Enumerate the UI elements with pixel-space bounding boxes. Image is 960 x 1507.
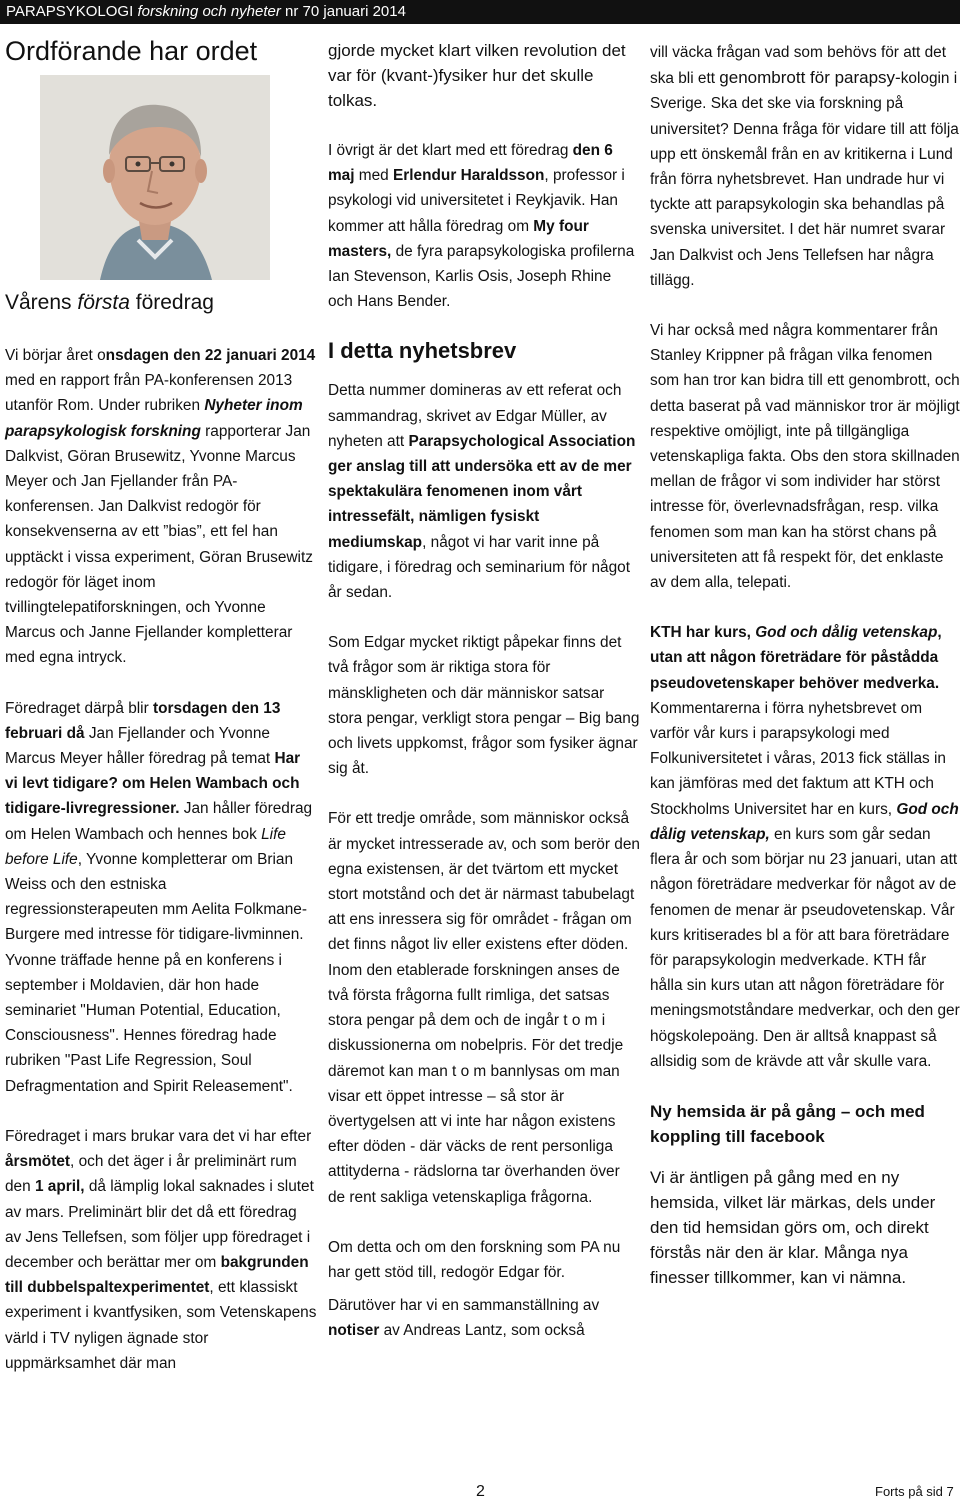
header-brand: PARAPSYKOLOGI <box>6 3 134 20</box>
kth-heading: KTH har kurs, God och dålig vetenskap, utan att någon företrädare för påstådda pseudovetenskaper behöver medverka. <box>650 624 942 692</box>
continued-note: Forts på sid 7 <box>875 1484 954 1499</box>
paragraph: Detta nummer domineras av ett referat och sammandrag, skrivet av Edgar Müller, av nyheten att Parapsychological Association ger anslag till att undersöka ett av de mer spektakulära fenomenen inom vårt intressefält, nämligen fysiskt mediumskap, något vi har varit inne på tidigare, i föredrag och seminarium för något år sedan. <box>328 382 636 602</box>
paragraph: Vi har också med några kommentarer från Stanley Krippner på frågan vilka fenomen som han tror kan bidra till ett genombrott, och detta baserat på vad människor tror är möjligt respektive omöjligt, inte på tillgängliga vetenskapliga fakta. Obs den stora skillnaden mellan de frågor vi som individer har störst intresse för, överlevnadsfrågan, resp. vilka fenomen som man kan ha störst chans på universiteten att få respekt för, det enklaste av dem alla, telepati. <box>650 322 960 592</box>
newsletter-heading: I detta nyhetsbrev <box>328 338 517 364</box>
paragraph: Kommentarerna i förra nyhetsbrevet om varför vår kurs i parapsykologi med Folkuniversitetet i våras, 2013 fick ställas in kan jämföras med det faktum att KTH och Stockholms Universitet har en kurs, God och dålig vetenskap, en kurs som går sedan flera år och som börjar nu 23 januari, utan att någon företrädare medverkar för något av de fenomen de menar är pseudovetenskap. Vår kurs kritiserades bl a för att bara företrädare för parapsykologin medverkade. KTH får hålla sin kurs utan att någon företrädare för meningsmotståndare medverkar, och den ger högskolepoäng. Den är alltså knappast så allsidig som de krävde att vår skulle vara. <box>650 699 960 1070</box>
paragraph: gjorde mycket klart vilken revolution det var för (kvant-)fysiker hur det skulle tolkas. <box>328 41 626 110</box>
column-1-body <box>5 343 317 1376</box>
article-title: Ordförande har ordet <box>5 36 258 66</box>
paragraph: Föredraget därpå blir torsdagen den 13 februari då Jan Fjellander och Yvonne Marcus Meyer håller föredrag på temat Har vi levt tidigare? om Helen Wambach och tidigare-livregressioner. Jan håller föredrag om Helen Wambach och hennes bok Life before Life, Yvonne kompletterar om Brian Weiss och den estniska regressionsterapeuten mm Aelita Folkmane-Burgere med intresse för tidigare-livminnen. Yvonne träffade henne på en konferens i september i Moldavien, där hon hade seminariet "Human Potential, Education, Consciousness". Hennes föredrag hade rubriken "Past Life Regression, Soul Defragmentation and Spirit Releasement". <box>5 699 313 1095</box>
paragraph: vill väcka frågan vad som behövs för att det ska bli ett genombrott för parapsy-kologin i Sverige. Ska det ske via forskning på universitet? Denna fråga för vidare till att följa upp ett önskemål från en av kritikerna i Lund från förra nyhetsbrevet. Han undrade hur vi tyckte att parapsykologin ska behandlas på svenska universitet. I det här numret svarar Jan Dalkvist och Jens Tellefsen har några tillägg. <box>650 44 959 289</box>
header-subtitle: forskning och nyheter <box>137 3 281 20</box>
section-heading-spring: Vårens första föredrag <box>5 291 214 314</box>
paragraph: Som Edgar mycket riktigt påpekar finns det två frågor som är riktiga stora för mänskligheten och där människor satsar stora pengar, verkligt stora pengar – Big bang och livets uppkomst, frågor som fysiker ägnar sig åt. <box>328 634 640 778</box>
paragraph: Om detta och om den forskning som PA nu har gett stöd till, redogör Edgar för. <box>328 1238 621 1281</box>
header-issue: nr 70 januari 2014 <box>285 3 406 20</box>
paragraph: I övrigt är det klart med ett föredrag den 6 maj med Erlendur Haraldsson, professor i psykologi vid universitetet i Reykjavik. Han kommer att hålla föredrag om My four masters, de fyra parapsykologiska profilerna Ian Stevenson, Karlis Osis, Joseph Rhine och Hans Bender. <box>328 142 635 311</box>
page-header <box>0 0 960 24</box>
column-3 <box>650 40 960 1290</box>
column-1 <box>5 30 315 68</box>
page-number: 2 <box>476 1483 485 1500</box>
paragraph: Vi börjar året onsdagen den 22 januari 2014 med en rapport från PA-konferensen 2013 utanför Rom. Under rubriken Nyheter inom parapsykologisk forskning rapporterar Jan Dalkvist, Göran Brusewitz, Yvonne Marcus Meyer och Jan Fjellander från PA-konferensen. Jan Dalkvist redogör för konsekvenserna av ett ”bias”, ett fel han upptäckt i vissa experiment, Göran Brusewitz redogör för läget inom tvillingtelepatiforskningen, och Yvonne Marcus och Janne Fjellander kompletterar med egna intryck. <box>5 347 316 667</box>
column-2 <box>328 38 640 1344</box>
paragraph: Föredraget i mars brukar vara det vi har efter årsmötet, och det äger i år preliminärt rum den 1 april, då lämplig lokal saknades i slutet av mars. Preliminärt blir det då ett föredrag av Jens Tellefsen, som följer upp föredraget i december och berättar mer om bakgrunden till dubbelspaltexperimentet, ett klassiskt experiment i kvantfysiken, som Vetenskapens värld i TV nyligen ägnade stor uppmärksamhet där man <box>5 1127 317 1372</box>
chairman-portrait <box>40 75 270 280</box>
homepage-heading: Ny hemsida är på gång – och med koppling till facebook <box>650 1101 925 1146</box>
paragraph: Därutöver har vi en sammanställning av notiser av Andreas Lantz, som också <box>328 1297 600 1340</box>
paragraph: För ett tredje område, som människor också är mycket intresserade av, och som berör den egna existensen, är det tvärtom ett mycket stort motstånd och det är närmast tabubelagt att ens inressera sig för området - frågan om det finns något liv eller existens efter döden. Inom den etablerade forskningen anses de två första frågorna fullt rimliga, det satsas stora pengar på dem och de ingår t o m i diskussionerna om nobelpris. För det tredje däremot kan man t o m bannlysas om man visar ett öppet intresse – så stor är övertygelsen att vi inte har någon existens efter döden - där väcks de rent personliga attityderna - rädslorna tar överhanden över de rent sakliga vetenskapliga frågorna. <box>328 810 640 1206</box>
paragraph: Vi är äntligen på gång med en ny hemsida, vilket lär märkas, dels under den tid hemsidan görs om, och direkt förstås när den är klar. Många nya finesser tillkommer, kan vi nämna. <box>650 1167 936 1287</box>
